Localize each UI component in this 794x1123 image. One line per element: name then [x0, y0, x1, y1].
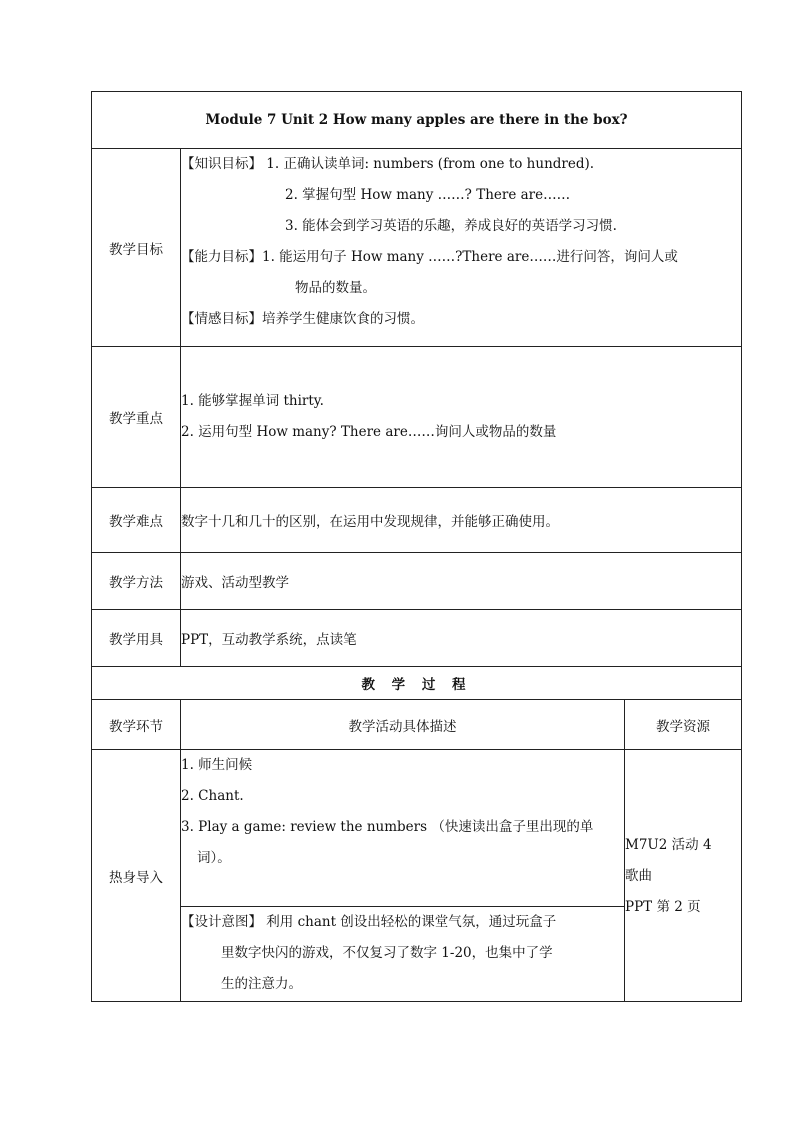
lesson-plan-table	[91, 91, 742, 1002]
methods-label: 教学方法	[92, 553, 181, 610]
process-title-row	[92, 667, 742, 700]
warmup-activities	[181, 750, 625, 907]
process-title: 教 学 过 程	[92, 667, 742, 700]
warmup-activities-row	[92, 750, 742, 907]
resource-song: 歌曲	[625, 868, 652, 884]
methods-row	[92, 553, 742, 610]
objectives-content	[181, 149, 742, 347]
warmup-activity-3: 3. Play a game: review the numbers （快速读出盒子里出现的单	[181, 819, 594, 835]
methods-content: 游戏、活动型教学	[181, 553, 742, 610]
difficulties-row	[92, 488, 742, 553]
difficulties-content: 数字十几和几十的区别，在运用中发现规律，并能够正确使用。	[181, 488, 742, 553]
header-resources: 教学资源	[625, 700, 742, 750]
key-points-label: 教学重点	[92, 347, 181, 488]
header-activity: 教学活动具体描述	[181, 700, 625, 750]
objectives-row	[92, 149, 742, 347]
ability-objective-cont: 物品的数量。	[295, 280, 376, 296]
warmup-resources	[625, 750, 742, 1002]
tools-label: 教学用具	[92, 610, 181, 667]
design-intent	[181, 907, 625, 1002]
tools-content: PPT，互动教学系统，点读笔	[181, 610, 742, 667]
document-title: Module 7 Unit 2 How many apples are there in the box?	[92, 92, 742, 149]
knowledge-objective-1: 【知识目标】 1. 正确认读单词: numbers (from one to hundred).	[181, 156, 595, 172]
emotion-objective: 【情感目标】培养学生健康饮食的习惯。	[181, 311, 424, 327]
resource-ppt: PPT 第 2 页	[625, 899, 701, 915]
knowledge-objective-3: 3. 能体会到学习英语的乐趣，养成良好的英语学习习惯.	[285, 218, 617, 234]
ability-objective: 【能力目标】1. 能运用句子 How many ……?There are……进行问答，询问人或	[181, 249, 678, 265]
tools-row	[92, 610, 742, 667]
warmup-stage-label: 热身导入	[92, 750, 181, 1002]
title-row	[92, 92, 742, 149]
key-points-row	[92, 347, 742, 488]
warmup-activity-3-cont: 词）。	[197, 850, 231, 866]
design-intent-line-2: 里数字快闪的游戏，不仅复习了数字 1-20，也集中了学	[221, 945, 553, 961]
warmup-activity-2: 2. Chant.	[181, 788, 244, 804]
design-intent-line-1: 【设计意图】 利用 chant 创设出轻松的课堂气氛，通过玩盒子	[181, 914, 557, 930]
resource-activity: M7U2 活动 4	[625, 837, 712, 853]
design-intent-line-3: 生的注意力。	[221, 976, 302, 992]
difficulties-label: 教学难点	[92, 488, 181, 553]
knowledge-objective-2: 2. 掌握句型 How many ……? There are……	[285, 187, 571, 203]
key-point-2: 2. 运用句型 How many? There are……询问人或物品的数量	[181, 424, 557, 440]
warmup-activity-1: 1. 师生问候	[181, 757, 253, 773]
key-point-1: 1. 能够掌握单词 thirty.	[181, 393, 324, 409]
process-header-row	[92, 700, 742, 750]
header-stage: 教学环节	[92, 700, 181, 750]
key-points-content	[181, 347, 742, 488]
objectives-label: 教学目标	[92, 149, 181, 347]
